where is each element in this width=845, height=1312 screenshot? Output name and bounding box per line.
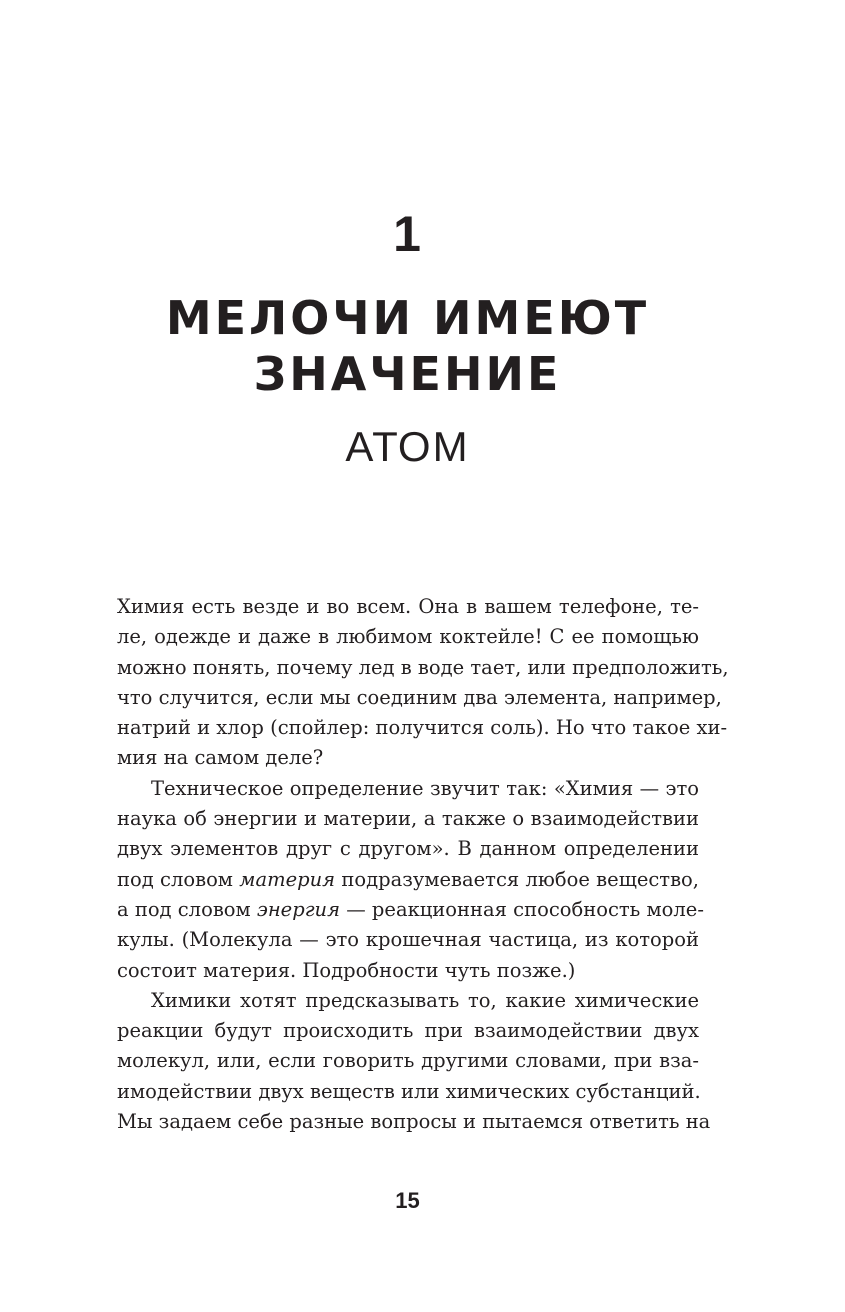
chapter-title: [0, 290, 815, 402]
text-line: что случится, если мы соединим два элемента, например,: [117, 685, 722, 709]
text-line: Техническое определение звучит так: «Химия — это: [151, 776, 699, 800]
paragraph-2: [117, 774, 704, 986]
chapter-number: 1: [393, 206, 422, 262]
paragraph-3: [117, 986, 711, 1137]
text-line: двух элементов друг с другом». В данном определении: [117, 837, 699, 861]
italic-term: материя: [239, 867, 336, 891]
text-line: Химия есть везде и во всем. Она в вашем телефоне, те-: [117, 595, 699, 618]
text-line: состоит материя. Подробности чуть позже.): [117, 958, 576, 982]
page-number: 15: [395, 1188, 420, 1213]
text-line: натрий и хлор (спойлер: получится соль). Но что такое хи-: [117, 716, 728, 740]
chapter-title-line-1: МЕЛОЧИ ИМЕЮТ: [165, 291, 650, 345]
body-text: [117, 592, 729, 1137]
text-line: имодействии двух веществ или химических субстанций.: [117, 1079, 701, 1103]
text-line: наука об энергии и материи, а также о взаимодействии: [117, 807, 699, 831]
paragraph-1: [117, 592, 729, 774]
text-line: Химики хотят предсказывать то, какие химические: [151, 988, 699, 1012]
text-line-with-italic: а под словом энергия — реакционная способность моле-: [117, 897, 704, 921]
text-line: Мы задаем себе разные вопросы и пытаемся ответить на: [117, 1110, 711, 1134]
text-line: молекул, или, если говорить другими словами, при вза-: [117, 1049, 699, 1073]
text-line: мия на самом деле?: [117, 746, 324, 770]
italic-term: энергия: [256, 897, 341, 921]
text-line: ле, одежде и даже в любимом коктейле! С ее помощью: [117, 625, 699, 649]
text-line: реакции будут происходить при взаимодействии двух: [117, 1019, 699, 1043]
text-line: можно понять, почему лед в воде тает, или предположить,: [117, 655, 729, 679]
text-line: кулы. (Молекула — это крошечная частица, из которой: [117, 928, 699, 952]
chapter-title-line-2: ЗНАЧЕНИЕ: [253, 347, 562, 401]
text-line-with-italic: под словом материя подразумевается любое вещество,: [117, 867, 699, 891]
chapter-subtitle: АТОМ: [345, 423, 470, 470]
